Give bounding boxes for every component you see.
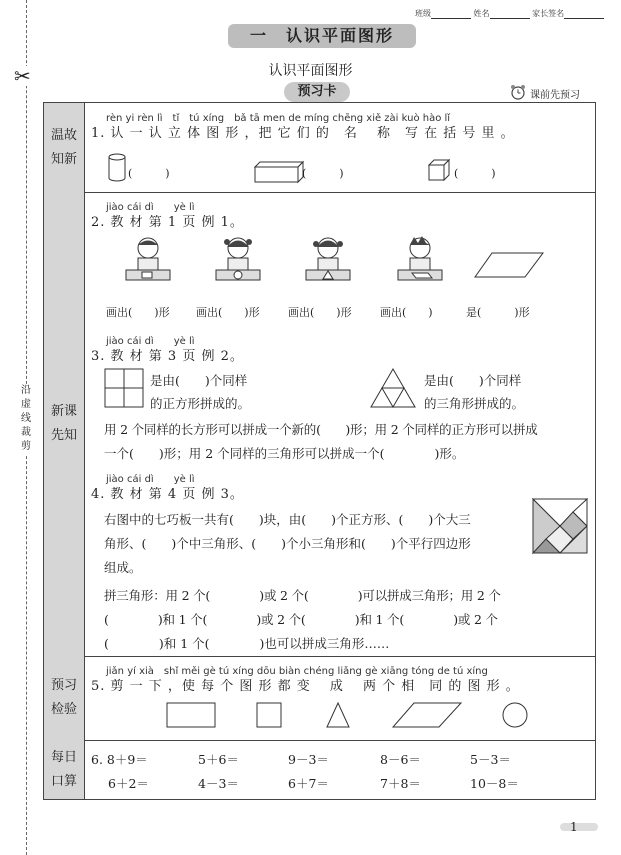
newlesson-label-line2: 先知 [50, 428, 77, 443]
warmup-section [44, 103, 595, 193]
q3-left-line1: 是由( )个同样 [150, 373, 248, 388]
alarm-clock-icon [510, 84, 526, 100]
q2-answer-2[interactable]: 画出( )形 [196, 306, 260, 319]
q3-text: 3. 教 材 第 3 页 例 2。 [91, 349, 244, 364]
four-squares-figure [104, 368, 144, 408]
q4-line2: 角形、( )个中三角形、( )个小三角形和( )个平行四边形 [104, 536, 471, 551]
warmup-label-line1: 温故 [50, 127, 77, 143]
parallelogram-to-cut[interactable] [392, 702, 462, 728]
child-tracing-illustration-1 [122, 236, 174, 286]
parent-signature-field[interactable] [564, 18, 604, 19]
q6-item-1-3[interactable]: 9－3＝ [288, 752, 329, 767]
daily-label-line2: 口算 [50, 773, 77, 789]
cuboid-shape [254, 161, 304, 183]
check-section [44, 656, 595, 741]
q6-item-2-2[interactable]: 4－3＝ [198, 776, 239, 791]
parent-signature-label: 家长签名 [532, 9, 565, 18]
q3-line1: 用 2 个同样的长方形可以拼成一个新的( )形；用 2 个同样的正方形可以拼成 [104, 422, 538, 437]
page-number: 1 [570, 820, 578, 834]
q6-item-2-3[interactable]: 6＋7＝ [288, 776, 329, 791]
check-label-line1: 预习 [50, 678, 77, 693]
q1-answer-cuboid[interactable]: ( ) [302, 167, 344, 180]
preview-tag: 课前先预习 [530, 90, 580, 101]
q6-item-2-5[interactable]: 10－8＝ [470, 776, 519, 791]
q3-pinyin: jiào cái dì yè lì [106, 336, 195, 347]
scissors-icon: ✂ [14, 64, 31, 88]
square-to-cut[interactable] [256, 702, 282, 728]
name-label: 姓名 [473, 9, 490, 18]
q3-left-line2: 的正方形拼成的。 [150, 396, 251, 411]
unit-title: 一 认识平面图形 [228, 24, 416, 48]
q4-line1: 右图中的七巧板一共有( )块，由( )个正方形、( )个大三 [104, 512, 471, 527]
check-label [44, 656, 85, 740]
newlesson-label-line1: 新课 [50, 404, 77, 419]
q2-answer-4[interactable]: 画出( ) [380, 306, 433, 319]
q1-text: 1. 认 一 认 立 体 图 形 ，把 它 们 的 名 称 写 在 括 号 里 。 [91, 126, 515, 141]
q2-answer-1[interactable]: 画出( )形 [106, 306, 170, 319]
q4-line3: 组成。 [104, 560, 142, 575]
q5-text: 5. 剪 一 下 ，使 每 个 图 形 都 变 成 两 个 相 同 的 图 形 。 [91, 679, 520, 694]
rectangle-to-cut[interactable] [166, 702, 216, 728]
q2-answer-5[interactable]: 是( )形 [466, 306, 530, 319]
q4-line5: ( )和 1 个( )或 2 个( )和 1 个( )或 2 个 [104, 612, 498, 627]
q6-item-1-1[interactable]: 6. 8＋9＝ [91, 752, 148, 767]
q4-line4: 拼三角形：用 2 个( )或 2 个( )可以拼成三角形；用 2 个 [104, 588, 501, 603]
student-info-line [415, 8, 604, 19]
q1-pinyin: rèn yi rèn lì tǐ tú xíng bǎ tā men de míng chēng xiě zài kuò hào lǐ [106, 113, 451, 124]
cube-shape [428, 159, 450, 181]
q3-line2: 一个( )形；用 2 个同样的三角形可以拼成一个( )形。 [104, 446, 465, 461]
card-title: 预习卡 [284, 82, 350, 102]
cut-line-text: 沿虚线裁剪 [17, 384, 35, 454]
warmup-label [44, 103, 85, 192]
q1-answer-cube[interactable]: ( ) [454, 167, 496, 180]
q1-answer-cylinder[interactable]: ( ) [128, 167, 170, 180]
class-label: 班级 [415, 9, 431, 18]
child-tracing-illustration-3 [302, 236, 354, 286]
child-tracing-illustration-4 [394, 236, 446, 286]
check-label-line2: 检验 [50, 702, 77, 717]
cylinder-shape [108, 153, 126, 183]
q6-item-1-5[interactable]: 5－3＝ [470, 752, 511, 767]
q3-right-line2: 的三角形拼成的。 [424, 396, 525, 411]
q2-pinyin: jiào cái dì yè lì [106, 202, 195, 213]
daily-label-line1: 每日 [50, 749, 77, 765]
preview-table [43, 102, 596, 800]
q4-text: 4. 教 材 第 4 页 例 3。 [91, 487, 244, 502]
daily-label [44, 740, 85, 799]
newlesson-label [44, 192, 85, 656]
q5-pinyin: jiǎn yí xià shǐ měi gè tú xíng dōu biàn chéng liǎng gè xiāng tóng de tú xíng [106, 666, 488, 677]
q6-item-2-1[interactable]: 6＋2＝ [108, 776, 149, 791]
q4-pinyin: jiào cái dì yè lì [106, 474, 195, 485]
name-field[interactable] [490, 18, 530, 19]
tangram-figure [532, 498, 588, 554]
four-triangles-figure [370, 368, 416, 408]
circle-to-cut[interactable] [502, 702, 528, 728]
q4-line6: ( )和 1 个( )也可以拼成三角形…… [104, 636, 390, 651]
daily-section [44, 740, 595, 799]
class-field[interactable] [431, 18, 471, 19]
q6-item-2-4[interactable]: 7＋8＝ [380, 776, 421, 791]
page-number-bar [560, 823, 598, 831]
newlesson-section [44, 192, 595, 657]
warmup-label-line2: 知新 [50, 151, 77, 167]
child-tracing-illustration-2 [212, 236, 264, 286]
lesson-title: 认识平面图形 [268, 63, 353, 79]
q2-answer-3[interactable]: 画出( )形 [288, 306, 352, 319]
triangle-to-cut[interactable] [326, 702, 350, 728]
q6-item-1-4[interactable]: 8－6＝ [380, 752, 421, 767]
q3-right-line1: 是由( )个同样 [424, 373, 522, 388]
parallelogram-shape [474, 252, 544, 278]
q2-text: 2. 教 材 第 1 页 例 1。 [91, 215, 244, 230]
q6-item-1-2[interactable]: 5＋6＝ [198, 752, 239, 767]
